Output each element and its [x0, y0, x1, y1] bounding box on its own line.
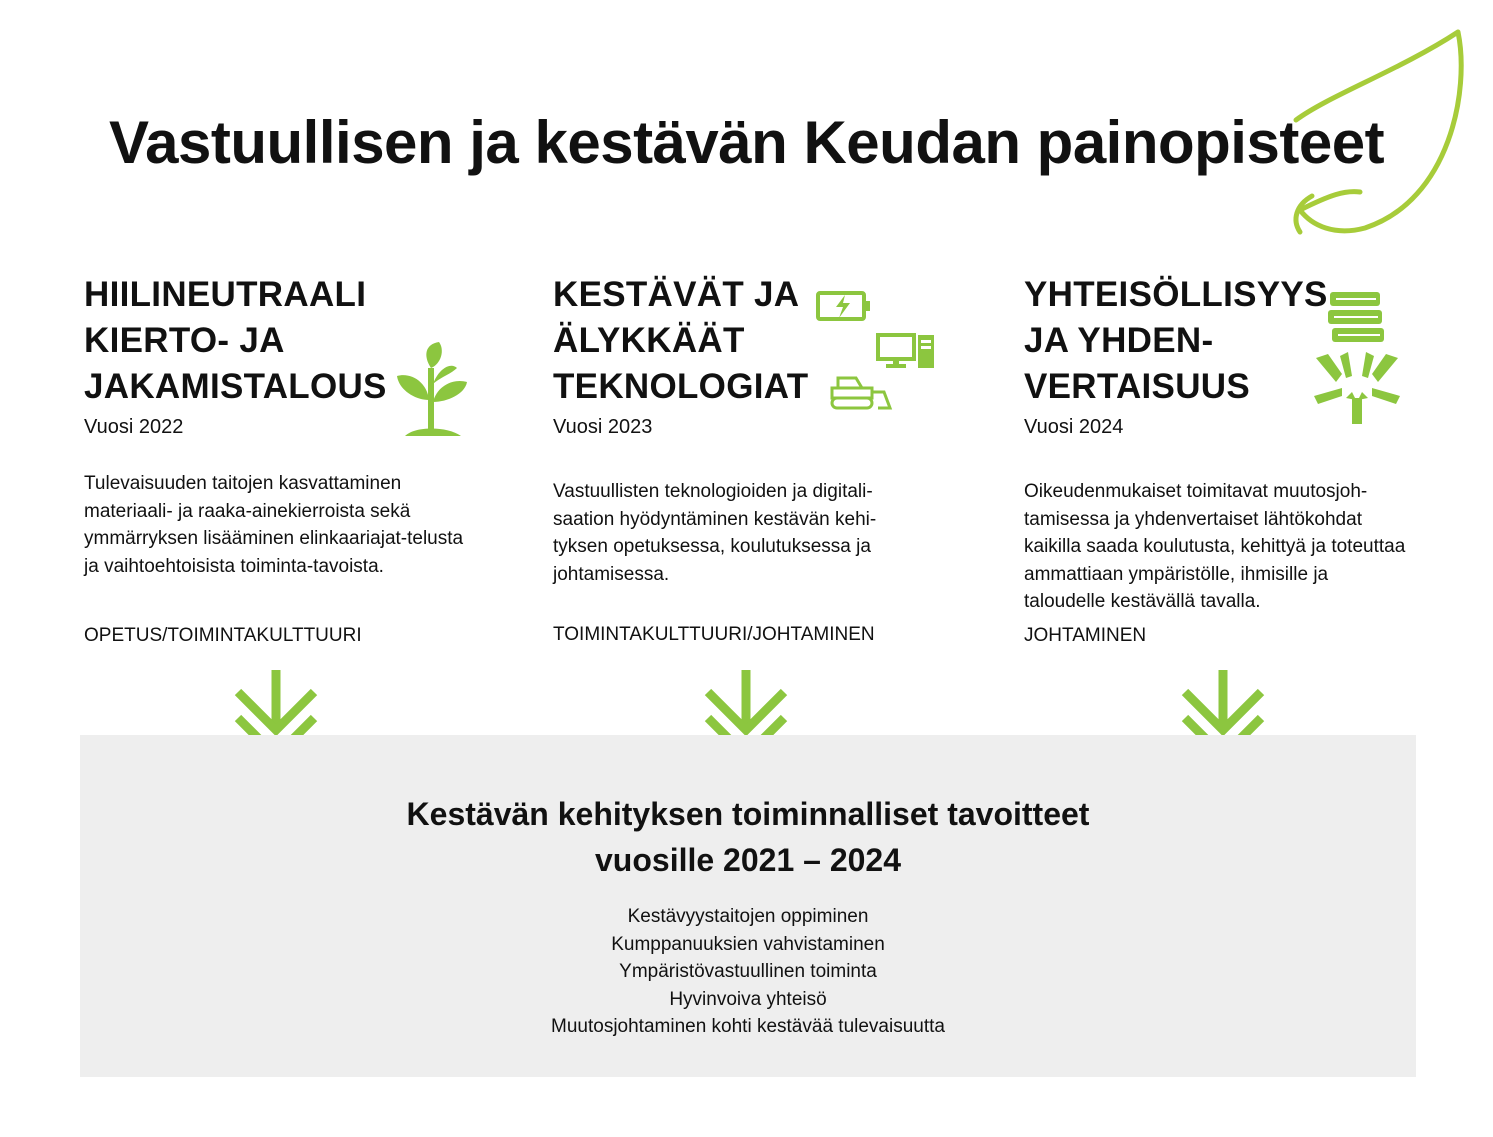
priority-year: Vuosi 2023 — [553, 416, 653, 438]
goal-item: Kestävyystaitojen oppiminen — [627, 906, 869, 927]
goals-title-line1: Kestävän kehityksen toiminnalliset tavoitteet — [406, 796, 1090, 832]
bulldozer-icon — [828, 374, 894, 410]
priority-description: Tulevaisuuden taitojen kasvattaminen materiaali- ja raaka-ainekierroista sekä ymmärryksen lisääminen elinkaariajat-telusta ja vaihtoehtoisista toiminta-tavoista. — [84, 473, 464, 577]
priority-year: Vuosi 2022 — [84, 416, 184, 438]
sprout-icon — [395, 338, 470, 440]
priority-heading: YHTEISÖLLISYYS JA YHDEN- VERTAISUUS — [1024, 275, 1328, 406]
hands-circle-icon — [1312, 352, 1402, 426]
priority-description: Oikeudenmukaiset toimitavat muutosjoh-tamisessa ja yhdenvertaiset lähtökohdat kaikilla saada koulutusta, kehittyä ja toteuttaa ammattiaan ympäristölle, ihmisille ja taloudelle kestävällä tavalla. — [1024, 481, 1406, 612]
priority-description: Vastuullisten teknologioiden ja digitali-saation hyödyntäminen kestävän kehi-tyksen opetuksessa, koulutuksessa ja johtamisessa. — [553, 481, 877, 585]
books-icon — [1326, 290, 1388, 346]
battery-icon — [816, 290, 872, 322]
priority-heading: HIILINEUTRAALI KIERTO- JA JAKAMISTALOUS — [84, 275, 387, 406]
goals-title — [80, 791, 1416, 883]
goals-title-line2: vuosille 2021 – 2024 — [595, 842, 901, 878]
goal-item: Ympäristövastuullinen toiminta — [619, 961, 877, 982]
goal-item: Muutosjohtaminen kohti kestävää tulevaisuutta — [551, 1016, 945, 1037]
computer-icon — [876, 333, 936, 369]
goals-box — [80, 735, 1416, 1077]
priority-heading: KESTÄVÄT JA ÄLYKKÄÄT TEKNOLOGIAT — [553, 275, 809, 406]
goal-item: Hyvinvoiva yhteisö — [669, 988, 827, 1010]
goals-list — [80, 903, 1416, 1041]
goal-item: Kumppanuuksien vahvistaminen — [611, 933, 885, 955]
priority-area: TOIMINTAKULTTUURI/JOHTAMINEN — [553, 624, 875, 645]
priority-area: JOHTAMINEN — [1024, 625, 1147, 646]
page-title: Vastuullisen ja kestävän Keudan painopisteet — [108, 109, 1385, 176]
priority-year: Vuosi 2024 — [1024, 416, 1124, 438]
priority-area: OPETUS/TOIMINTAKULTTUURI — [84, 625, 362, 646]
